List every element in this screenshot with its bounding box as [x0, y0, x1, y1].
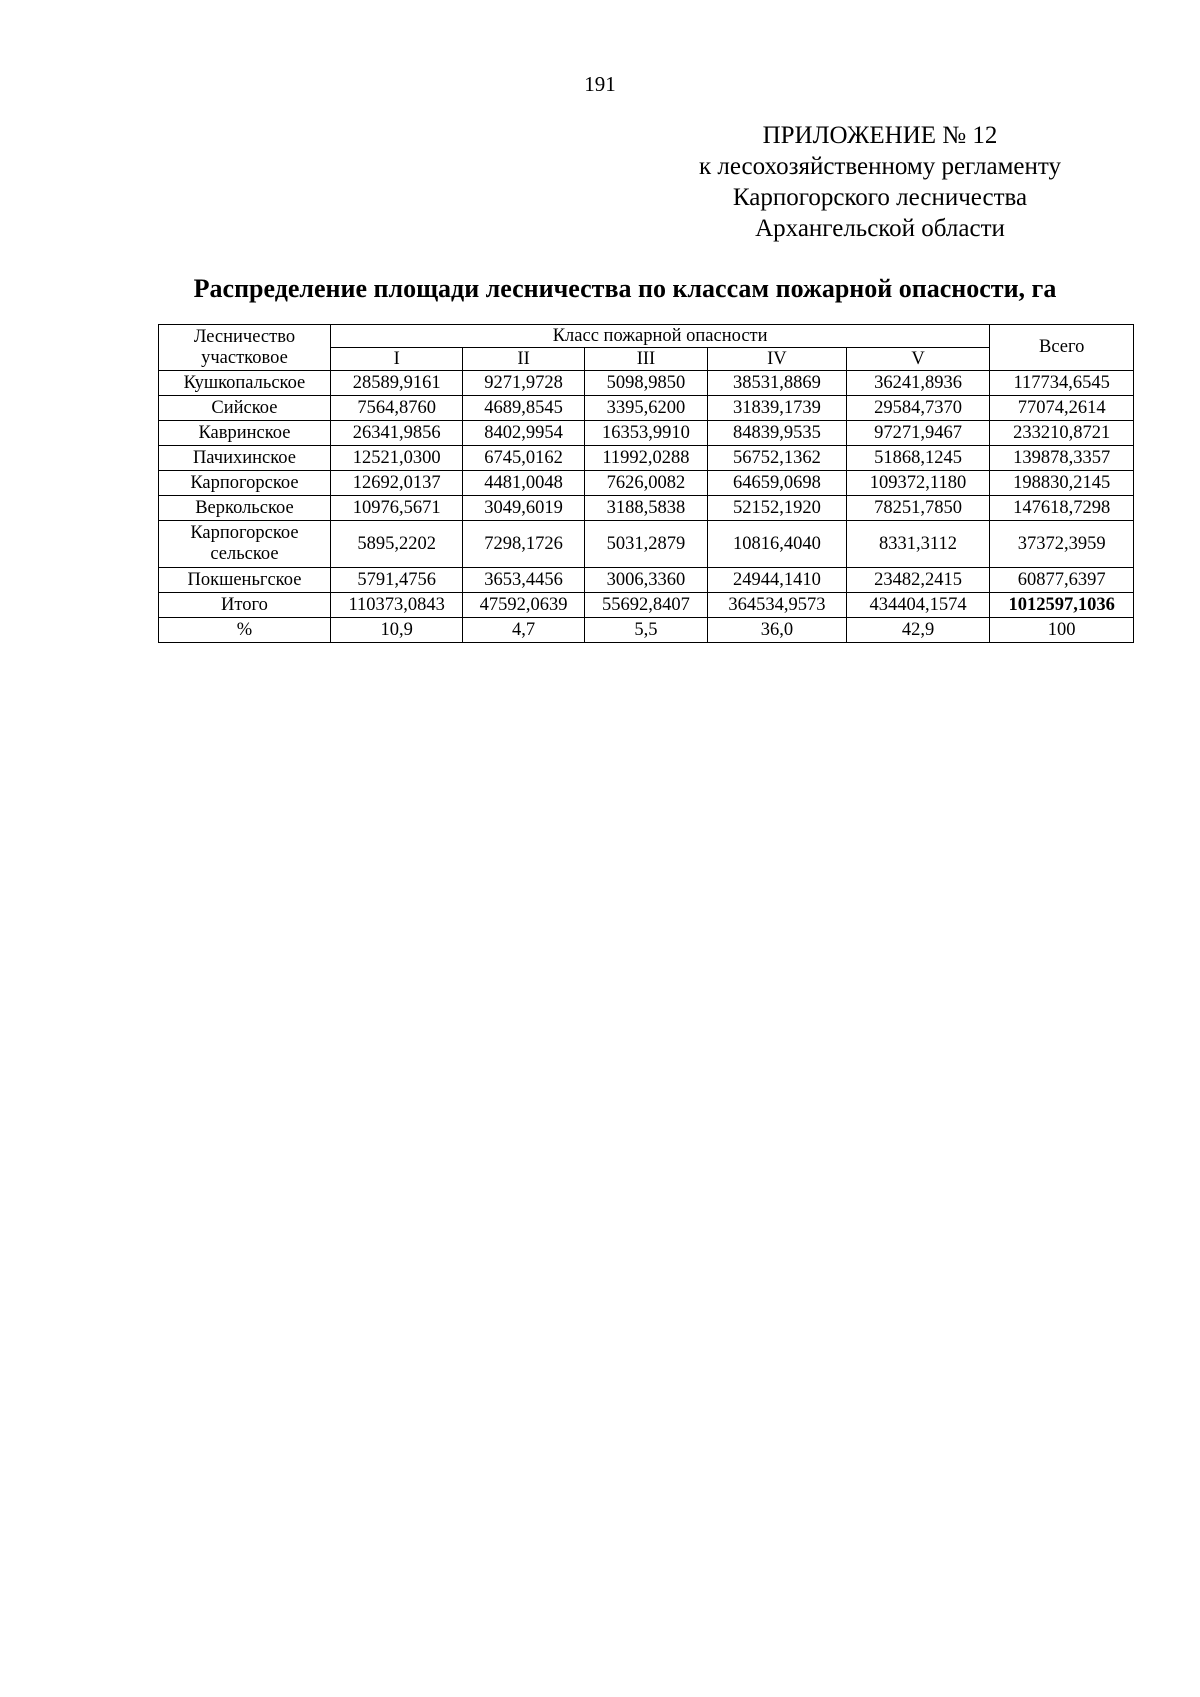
appendix-header [640, 120, 1120, 244]
cell-class-2: 6745,0162 [463, 446, 584, 471]
cell-class-4: 56752,1362 [708, 446, 847, 471]
header-class-5: V [846, 348, 990, 371]
total-class-5: 434404,1574 [846, 593, 990, 618]
percent-class-5: 42,9 [846, 618, 990, 643]
cell-total: 37372,3959 [990, 521, 1134, 568]
cell-class-1: 5895,2202 [330, 521, 462, 568]
table-row [159, 496, 1134, 521]
table-percent-row [159, 618, 1134, 643]
percent-row-name: % [159, 618, 331, 643]
row-name: Веркольское [159, 496, 331, 521]
row-name: Пачихинское [159, 446, 331, 471]
table-row [159, 396, 1134, 421]
row-name: Сийское [159, 396, 331, 421]
table-row [159, 568, 1134, 593]
cell-class-1: 12521,0300 [330, 446, 462, 471]
table-row [159, 521, 1134, 568]
row-name: Кушкопальское [159, 371, 331, 396]
page-number: 191 [584, 72, 616, 96]
cell-class-3: 11992,0288 [584, 446, 707, 471]
header-total: Всего [990, 325, 1134, 371]
row-name: Кавринское [159, 421, 331, 446]
cell-class-5: 36241,8936 [846, 371, 990, 396]
cell-class-2: 7298,1726 [463, 521, 584, 568]
cell-class-5: 78251,7850 [846, 496, 990, 521]
header-forestry: Лесничество участковое [159, 325, 331, 371]
row-name: Карпогорское [159, 471, 331, 496]
row-name: Карпогорское сельское [159, 521, 331, 568]
percent-class-1: 10,9 [330, 618, 462, 643]
cell-class-2: 3653,4456 [463, 568, 584, 593]
total-class-3: 55692,8407 [584, 593, 707, 618]
header-class-4: IV [708, 348, 847, 371]
cell-class-4: 31839,1739 [708, 396, 847, 421]
cell-class-5: 23482,2415 [846, 568, 990, 593]
cell-class-4: 10816,4040 [708, 521, 847, 568]
total-class-4: 364534,9573 [708, 593, 847, 618]
cell-class-5: 8331,3112 [846, 521, 990, 568]
appendix-line-region: Архангельской области [755, 215, 1005, 242]
cell-total: 117734,6545 [990, 371, 1134, 396]
percent-class-3: 5,5 [584, 618, 707, 643]
cell-class-5: 97271,9467 [846, 421, 990, 446]
appendix-number: ПРИЛОЖЕНИЕ № 12 [762, 122, 998, 149]
table-header-row [159, 325, 1134, 348]
cell-class-4: 52152,1920 [708, 496, 847, 521]
cell-class-5: 29584,7370 [846, 396, 990, 421]
cell-class-1: 7564,8760 [330, 396, 462, 421]
header-fire-class: Класс пожарной опасности [330, 325, 989, 348]
cell-total: 233210,8721 [990, 421, 1134, 446]
table-row [159, 446, 1134, 471]
cell-class-5: 51868,1245 [846, 446, 990, 471]
cell-class-3: 5098,9850 [584, 371, 707, 396]
total-class-2: 47592,0639 [463, 593, 584, 618]
cell-class-1: 5791,4756 [330, 568, 462, 593]
cell-class-4: 84839,9535 [708, 421, 847, 446]
cell-class-3: 3188,5838 [584, 496, 707, 521]
header-class-3: III [584, 348, 707, 371]
table-row [159, 421, 1134, 446]
header-class-1: I [330, 348, 462, 371]
appendix-line-forestry: Карпогорского лесничества [732, 184, 1028, 211]
table-row [159, 371, 1134, 396]
appendix-line-regulation: к лесохозяйственному регламенту [698, 153, 1062, 180]
cell-class-3: 3006,3360 [584, 568, 707, 593]
percent-class-4: 36,0 [708, 618, 847, 643]
table-total-row [159, 593, 1134, 618]
row-name: Покшеньгское [159, 568, 331, 593]
cell-class-4: 24944,1410 [708, 568, 847, 593]
cell-class-2: 8402,9954 [463, 421, 584, 446]
cell-total: 198830,2145 [990, 471, 1134, 496]
grand-total: 1012597,1036 [990, 593, 1134, 618]
header-class-2: II [463, 348, 584, 371]
percent-total: 100 [990, 618, 1134, 643]
cell-total: 147618,7298 [990, 496, 1134, 521]
percent-class-2: 4,7 [463, 618, 584, 643]
cell-class-4: 38531,8869 [708, 371, 847, 396]
cell-class-1: 28589,9161 [330, 371, 462, 396]
cell-class-1: 26341,9856 [330, 421, 462, 446]
cell-total: 77074,2614 [990, 396, 1134, 421]
total-class-1: 110373,0843 [330, 593, 462, 618]
cell-class-3: 7626,0082 [584, 471, 707, 496]
table-row [159, 471, 1134, 496]
total-row-name: Итого [159, 593, 331, 618]
document-title: Распределение площади лесничества по классам пожарной опасности, га [193, 274, 1057, 303]
cell-class-3: 3395,6200 [584, 396, 707, 421]
cell-total: 60877,6397 [990, 568, 1134, 593]
cell-class-5: 109372,1180 [846, 471, 990, 496]
cell-class-2: 3049,6019 [463, 496, 584, 521]
cell-class-2: 9271,9728 [463, 371, 584, 396]
cell-total: 139878,3357 [990, 446, 1134, 471]
cell-class-3: 5031,2879 [584, 521, 707, 568]
cell-class-1: 10976,5671 [330, 496, 462, 521]
fire-danger-table [158, 324, 1134, 643]
cell-class-4: 64659,0698 [708, 471, 847, 496]
cell-class-3: 16353,9910 [584, 421, 707, 446]
cell-class-2: 4689,8545 [463, 396, 584, 421]
cell-class-2: 4481,0048 [463, 471, 584, 496]
cell-class-1: 12692,0137 [330, 471, 462, 496]
